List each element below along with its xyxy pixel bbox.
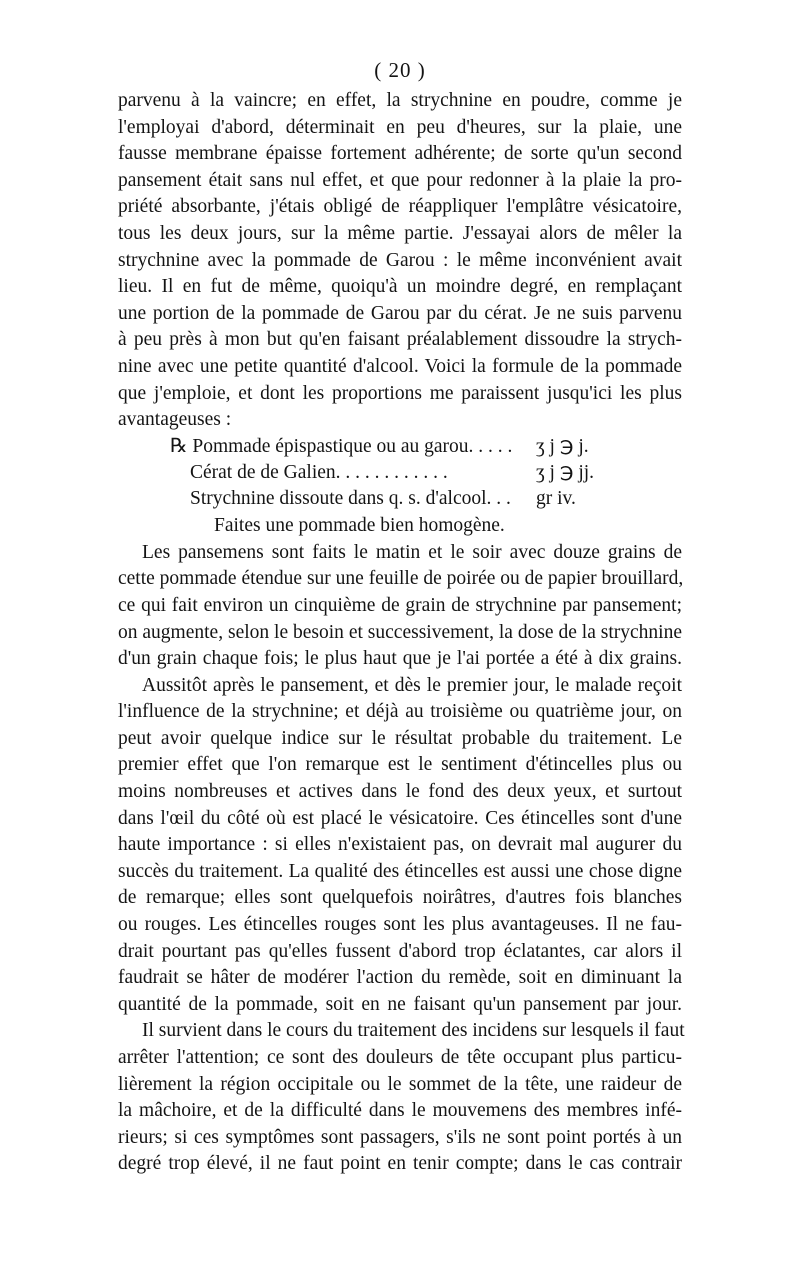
formula-dose: ʒ j ℈ j. — [536, 435, 589, 457]
text-line: parvenu à la vaincre; en effet, la strychnine en poudre, comme je — [118, 90, 682, 111]
text-line: Il survient dans le cours du traitement des incidens sur lesquels il faut — [142, 1020, 685, 1042]
paragraph-2 — [118, 540, 682, 673]
text-line: premier effet que l'on remarque est le sentiment d'étincelles plus ou — [118, 754, 682, 776]
text-line: ce qui fait environ un cinquième de grain de strychnine par pansement; — [118, 594, 682, 616]
text-line: tous les deux jours, sur la même partie. J'essayai alors de mêler la — [118, 222, 682, 244]
paragraph-1 — [118, 88, 682, 434]
formula-row — [118, 486, 682, 513]
text-line: rieurs; si ces symptômes sont passagers, s'ils ne sont point portés à un — [118, 1126, 682, 1148]
formula-row — [118, 434, 682, 461]
text-line: Les pansemens sont faits le matin et le soir avec douze grains de — [142, 541, 682, 563]
text-line: fausse membrane épaisse fortement adhérente; de sorte qu'un second — [118, 143, 682, 165]
text-line: cette pommade étendue sur une feuille de poirée ou de papier brouillard, — [118, 568, 684, 590]
text-line: arrêter l'attention; ce sont des douleurs de tête occupant plus particu- — [118, 1047, 682, 1068]
formula-ingredient: Strychnine dissoute dans q. s. d'alcool. . . — [190, 487, 511, 509]
text-line: lièrement la région occipitale ou le sommet de la tête, une raideur de — [118, 1073, 682, 1095]
text-line: de remarque; elles sont quelquefois noirâtres, d'autres fois blanches — [118, 887, 682, 909]
text-line: haute importance : si elles n'existaient pas, on devrait mal augurer du — [118, 834, 682, 856]
text-line: l'influence de la strychnine; et déjà au troisième ou quatrième jour, on — [118, 701, 682, 723]
text-line: strychnine avec la pommade de Garou : le même inconvénient avait — [118, 249, 682, 271]
body-text — [118, 88, 685, 1178]
text-line: à peu près à mon but qu'en faisant préalablement dissoudre la strych- — [118, 329, 682, 351]
text-line: l'employai d'abord, déterminait en peu d'heures, sur la plaie, une — [118, 116, 682, 138]
text-line: on augmente, selon le besoin et successivement, la dose de la strychnine — [118, 621, 682, 643]
text-line: degré trop élevé, il ne faut point en tenir compte; dans le cas contrair — [118, 1153, 682, 1175]
text-line: ou rouges. Les étincelles rouges sont les plus avantageuses. Il ne fau- — [118, 914, 682, 936]
text-line: avantageuses : — [118, 409, 232, 431]
text-line: pansement était sans nul effet, et que pour redonner à la plaie la pro- — [118, 169, 682, 191]
text-line: priété absorbante, j'étais obligé de réappliquer l'emplâtre vésicatoire, — [118, 196, 682, 218]
paragraph-4 — [118, 1018, 685, 1178]
text-line: drait pourtant pas qu'elles fussent d'abord trop éclatantes, car alors il — [118, 940, 682, 962]
text-line: d'un grain chaque fois; le plus haut que je l'ai portée a été à dix grains. — [118, 648, 682, 670]
text-line: Aussitôt après le pansement, et dès le premier jour, le malade reçoit — [142, 674, 682, 696]
text-line: dans l'œil du côté où est placé le vésicatoire. Ces étincelles sont d'une — [118, 807, 682, 829]
pommade-formula — [118, 434, 682, 540]
formula-instruction: Faites une pommade bien homogène. — [214, 514, 505, 536]
paragraph-3 — [118, 673, 682, 1019]
text-line: une portion de la pommade de Garou par du cérat. Je ne suis parvenu — [118, 302, 682, 324]
formula-row — [118, 513, 682, 540]
text-line: que j'emploie, et dont les proportions me paraissent jusqu'ici les plus — [118, 382, 682, 404]
text-line: nine avec une petite quantité d'alcool. Voici la formule de la pommade — [118, 355, 682, 377]
formula-dose: ʒ j ℈ jj. — [536, 461, 595, 483]
text-line: quantité de la pommade, soit en ne faisant qu'un pansement par jour. — [118, 993, 682, 1015]
text-line: la mâchoire, et de la difficulté dans le mouvemens des membres infé- — [118, 1100, 682, 1122]
formula-ingredient: Cérat de de Galien. . . . . . . . . . . . — [190, 461, 448, 483]
text-line: faudrait se hâter de modérer l'action du remède, soit en diminuant la — [118, 967, 682, 989]
text-line: lieu. Il en fut de même, quoiqu'à un moindre degré, en remplaçant — [118, 276, 682, 298]
page-number: ( 20 ) — [374, 58, 426, 82]
text-line: peut avoir quelque indice sur le résultat probable du traitement. Le — [118, 727, 682, 749]
formula-ingredient: ℞ Pommade épispastique ou au garou. . . . . — [170, 435, 513, 457]
formula-row — [118, 460, 682, 487]
text-line: succès du traitement. La qualité des étincelles est aussi une chose digne — [118, 860, 682, 882]
text-line: moins nombreuses et actives dans le fond des deux yeux, et surtout — [118, 781, 682, 803]
formula-dose: gr iv. — [536, 487, 576, 509]
